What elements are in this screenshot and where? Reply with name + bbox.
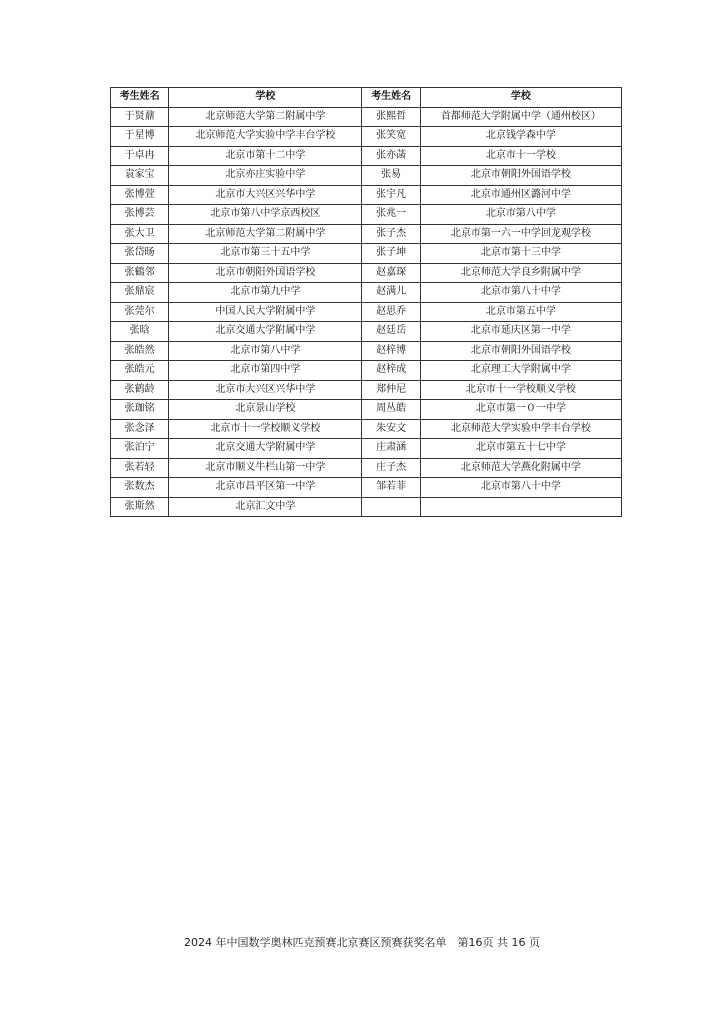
student-name-left: 于卓冉	[111, 146, 169, 166]
table-row	[111, 244, 622, 264]
school-name-right: 北京师范大学良乡附属中学	[420, 263, 621, 283]
school-name-right: 北京市朝阳外国语学校	[420, 341, 621, 361]
school-name-left: 北京市第八中学	[169, 341, 362, 361]
student-name-left: 张莞尔	[111, 302, 169, 322]
school-name-left: 北京交通大学附属中学	[169, 439, 362, 459]
school-name-right: 北京市十一学校顺义学校	[420, 380, 621, 400]
school-name-left: 北京景山学校	[169, 400, 362, 420]
school-name-right	[420, 497, 621, 517]
school-name-left: 北京亦庄实验中学	[169, 166, 362, 186]
student-name-right: 赵嘉琛	[362, 263, 420, 283]
school-name-left: 北京师范大学第二附属中学	[169, 224, 362, 244]
table-header	[111, 88, 622, 108]
school-name-left: 北京市第八中学京西校区	[169, 205, 362, 225]
school-name-left: 北京市十一学校顺义学校	[169, 419, 362, 439]
school-name-left: 北京市昌平区第一中学	[169, 478, 362, 498]
student-name-right: 张子杰	[362, 224, 420, 244]
table-row	[111, 283, 622, 303]
school-name-right: 北京市第八十中学	[420, 283, 621, 303]
school-name-right: 北京市第一０一中学	[420, 400, 621, 420]
student-name-right: 张子坤	[362, 244, 420, 264]
table-row	[111, 341, 622, 361]
school-name-left: 北京市朝阳外国语学校	[169, 263, 362, 283]
student-name-left: 张博芸	[111, 205, 169, 225]
table-row	[111, 146, 622, 166]
student-name-right: 赵思乔	[362, 302, 420, 322]
student-name-left: 张鹤龄	[111, 380, 169, 400]
school-name-left: 北京市第三十五中学	[169, 244, 362, 264]
student-name-left: 张鼎宸	[111, 283, 169, 303]
table-row	[111, 380, 622, 400]
school-name-right: 北京市通州区潞河中学	[420, 185, 621, 205]
school-name-right: 北京市延庆区第一中学	[420, 322, 621, 342]
school-name-left: 北京市第九中学	[169, 283, 362, 303]
school-name-right: 北京师范大学实验中学丰台学校	[420, 419, 621, 439]
school-name-right: 北京市第八中学	[420, 205, 621, 225]
student-name-right: 邹若菲	[362, 478, 420, 498]
school-name-right: 北京市第八十中学	[420, 478, 621, 498]
student-name-right: 周丛皓	[362, 400, 420, 420]
student-name-left: 张博萱	[111, 185, 169, 205]
school-name-left: 北京市大兴区兴华中学	[169, 380, 362, 400]
student-name-right: 张熙哲	[362, 107, 420, 127]
school-name-right: 北京市第十三中学	[420, 244, 621, 264]
table-row	[111, 361, 622, 381]
school-name-left: 北京汇文中学	[169, 497, 362, 517]
student-name-right: 庄子杰	[362, 458, 420, 478]
table-row	[111, 205, 622, 225]
student-name-right: 赵满儿	[362, 283, 420, 303]
student-name-right: 张兆一	[362, 205, 420, 225]
school-name-right: 北京市第一六一中学回龙观学校	[420, 224, 621, 244]
student-name-left: 张岱旸	[111, 244, 169, 264]
school-name-left: 北京市大兴区兴华中学	[169, 185, 362, 205]
student-name-left: 张皓然	[111, 341, 169, 361]
table-row	[111, 439, 622, 459]
student-name-left: 张斯然	[111, 497, 169, 517]
student-name-left: 于贤鼐	[111, 107, 169, 127]
student-name-left: 张若轻	[111, 458, 169, 478]
table-row	[111, 400, 622, 420]
school-name-left: 中国人民大学附属中学	[169, 302, 362, 322]
school-name-right: 北京钱学森中学	[420, 127, 621, 147]
student-name-left: 于星博	[111, 127, 169, 147]
table-row	[111, 458, 622, 478]
table-row	[111, 497, 622, 517]
student-name-right: 赵梓成	[362, 361, 420, 381]
student-name-right: 郑仲尼	[362, 380, 420, 400]
school-name-right: 北京市第五十七中学	[420, 439, 621, 459]
table-row	[111, 224, 622, 244]
school-name-right: 北京市第五中学	[420, 302, 621, 322]
student-name-left: 张数杰	[111, 478, 169, 498]
student-name-right: 张笑宽	[362, 127, 420, 147]
student-name-left: 张念泽	[111, 419, 169, 439]
student-name-left: 张鶴邻	[111, 263, 169, 283]
school-name-right: 北京市朝阳外国语学校	[420, 166, 621, 186]
student-name-left: 张皓元	[111, 361, 169, 381]
page-footer: 2024 年中国数学奥林匹克预赛北京赛区预赛获奖名单 第16页 共 16 页	[184, 936, 540, 949]
school-name-right: 首都师范大学附属中学（通州校区）	[420, 107, 621, 127]
student-name-right: 张易	[362, 166, 420, 186]
school-name-left: 北京市第十二中学	[169, 146, 362, 166]
header-name-left: 考生姓名	[111, 88, 169, 108]
header-school-right: 学校	[420, 88, 621, 108]
table-row	[111, 419, 622, 439]
student-name-left: 张大卫	[111, 224, 169, 244]
school-name-right: 北京理工大学附属中学	[420, 361, 621, 381]
student-name-right: 赵梓博	[362, 341, 420, 361]
student-name-left: 袁家宝	[111, 166, 169, 186]
student-name-left: 张珈铭	[111, 400, 169, 420]
school-name-right: 北京市十一学校	[420, 146, 621, 166]
school-name-left: 北京师范大学第二附属中学	[169, 107, 362, 127]
student-name-right: 庄肃涵	[362, 439, 420, 459]
header-school-left: 学校	[169, 88, 362, 108]
table-body	[111, 107, 622, 517]
student-name-left: 张晗	[111, 322, 169, 342]
school-name-right: 北京师范大学燕化附属中学	[420, 458, 621, 478]
table-row	[111, 166, 622, 186]
award-list-table	[110, 87, 622, 517]
header-name-right: 考生姓名	[362, 88, 420, 108]
table-row	[111, 107, 622, 127]
table-row	[111, 127, 622, 147]
table-row	[111, 185, 622, 205]
student-name-right	[362, 497, 420, 517]
school-name-left: 北京师范大学实验中学丰台学校	[169, 127, 362, 147]
student-name-right: 张宇凡	[362, 185, 420, 205]
table-row	[111, 478, 622, 498]
school-name-left: 北京交通大学附属中学	[169, 322, 362, 342]
student-name-left: 张泊宁	[111, 439, 169, 459]
school-name-left: 北京市第四中学	[169, 361, 362, 381]
student-name-right: 张亦菡	[362, 146, 420, 166]
school-name-left: 北京市顺义牛栏山第一中学	[169, 458, 362, 478]
table-row	[111, 263, 622, 283]
student-name-right: 朱安文	[362, 419, 420, 439]
table-row	[111, 322, 622, 342]
header-row	[111, 88, 622, 108]
student-name-right: 赵廷岳	[362, 322, 420, 342]
table-row	[111, 302, 622, 322]
